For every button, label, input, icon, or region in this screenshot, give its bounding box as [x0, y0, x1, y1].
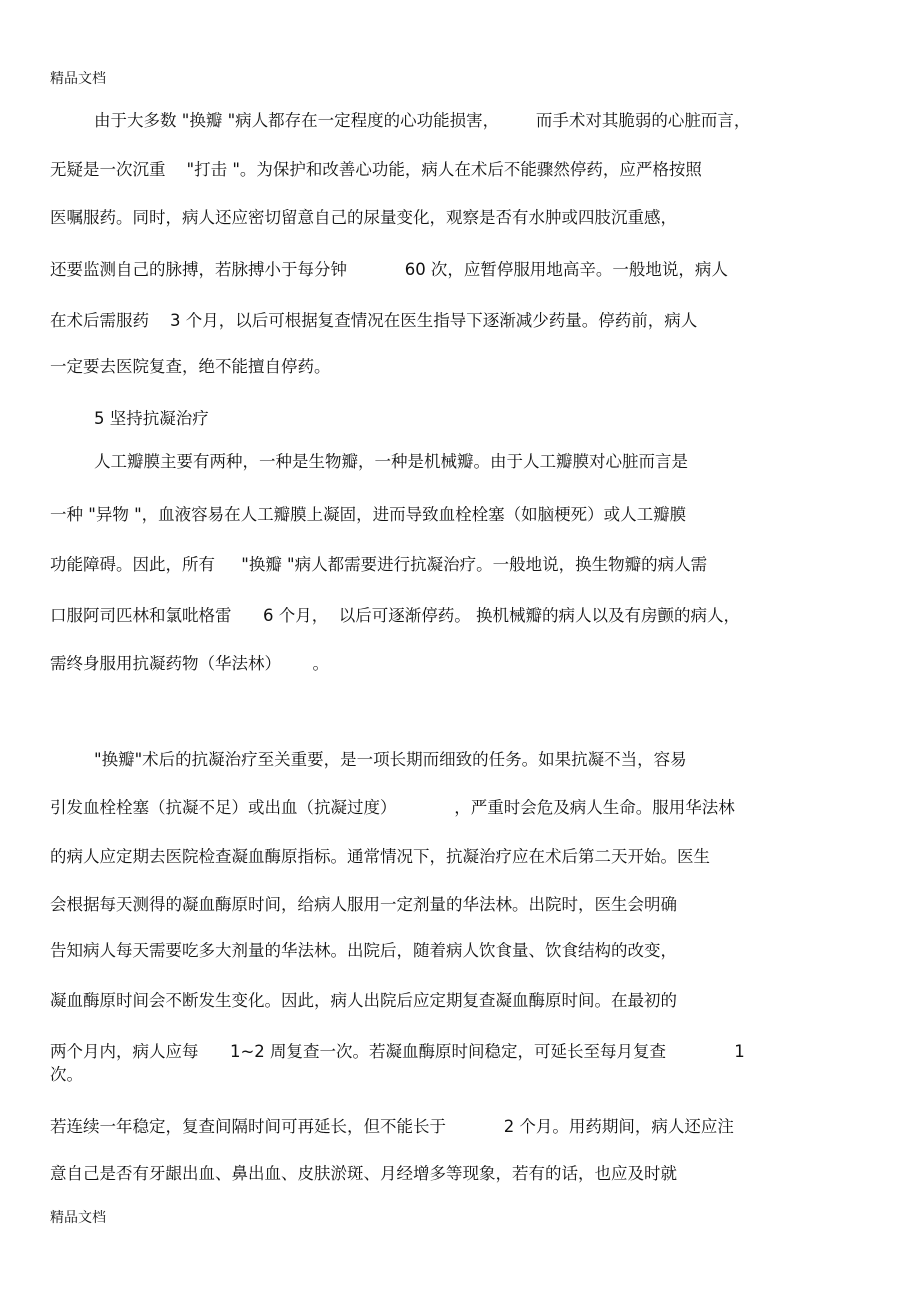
paragraph-line: 凝血酶原时间会不断发生变化。因此，病人出院后应定期复查凝血酶原时间。在最初的: [50, 991, 677, 1010]
paragraph-line: 医嘱服药。同时，病人还应密切留意自己的尿量变化，观察是否有水肿或四肢沉重感，: [50, 208, 677, 227]
paragraph-line: 需终身服用抗凝药物（华法林） 。: [50, 654, 329, 673]
paragraph-line: 口服阿司匹林和氯吡格雷 6 个月， 以后可逐渐停药。 换机械瓣的病人以及有房颤的病人，: [50, 606, 740, 625]
paragraph-line: 会根据每天测得的凝血酶原时间，给病人服用一定剂量的华法林。出院时，医生会明确: [50, 895, 677, 914]
page-footer: 精品文档: [50, 1210, 106, 1226]
paragraph-line: 一定要去医院复查，绝不能擅自停药。: [50, 357, 331, 376]
section-heading: 5 坚持抗凝治疗: [94, 409, 209, 428]
paragraph-line: 次。: [50, 1065, 83, 1084]
paragraph-line: 人工瓣膜主要有两种，一种是生物瓣，一种是机械瓣。由于人工瓣膜对心脏而言是: [94, 452, 688, 471]
paragraph-line: 功能障碍。因此，所有 "换瓣 "病人都需要进行抗凝治疗。一般地说，换生物瓣的病人需: [50, 555, 708, 574]
paragraph-line: 若连续一年稳定，复查间隔时间可再延长，但不能长于 2 个月。用药期间，病人还应注: [50, 1117, 734, 1136]
paragraph-line: 引发血栓栓塞（抗凝不足）或出血（抗凝过度） ，严重时会危及病人生命。服用华法林: [50, 798, 735, 817]
paragraph-line: 一种 "异物 "，血液容易在人工瓣膜上凝固，进而导致血栓栓塞（如脑梗死）或人工瓣膜: [50, 505, 687, 524]
paragraph-line: 意自己是否有牙龈出血、鼻出血、皮肤淤斑、月经增多等现象，若有的话，也应及时就: [50, 1164, 677, 1183]
paragraph-line: 在术后需服药 3 个月，以后可根据复查情况在医生指导下逐渐减少药量。停药前，病人: [50, 311, 698, 330]
paragraph-line: "换瓣"术后的抗凝治疗至关重要，是一项长期而细致的任务。如果抗凝不当，容易: [94, 750, 687, 769]
paragraph-line: 由于大多数 "换瓣 "病人都存在一定程度的心功能损害， 而手术对其脆弱的心脏而言，: [94, 111, 751, 130]
paragraph-line: 还要监测自己的脉搏，若脉搏小于每分钟 60 次，应暂停服用地高辛。一般地说，病人: [50, 260, 728, 279]
paragraph-line: 两个月内，病人应每 1~2 周复查一次。若凝血酶原时间稳定，可延长至每月复查 1: [50, 1042, 745, 1061]
paragraph-line: 告知病人每天需要吃多大剂量的华法林。出院后，随着病人饮食量、饮食结构的改变，: [50, 941, 677, 960]
page-header: 精品文档: [50, 71, 106, 87]
paragraph-line: 无疑是一次沉重 "打击 "。为保护和改善心功能，病人在术后不能骤然停药，应严格按照: [50, 160, 702, 179]
paragraph-line: 的病人应定期去医院检查凝血酶原指标。通常情况下，抗凝治疗应在术后第二天开始。医生: [50, 847, 710, 866]
